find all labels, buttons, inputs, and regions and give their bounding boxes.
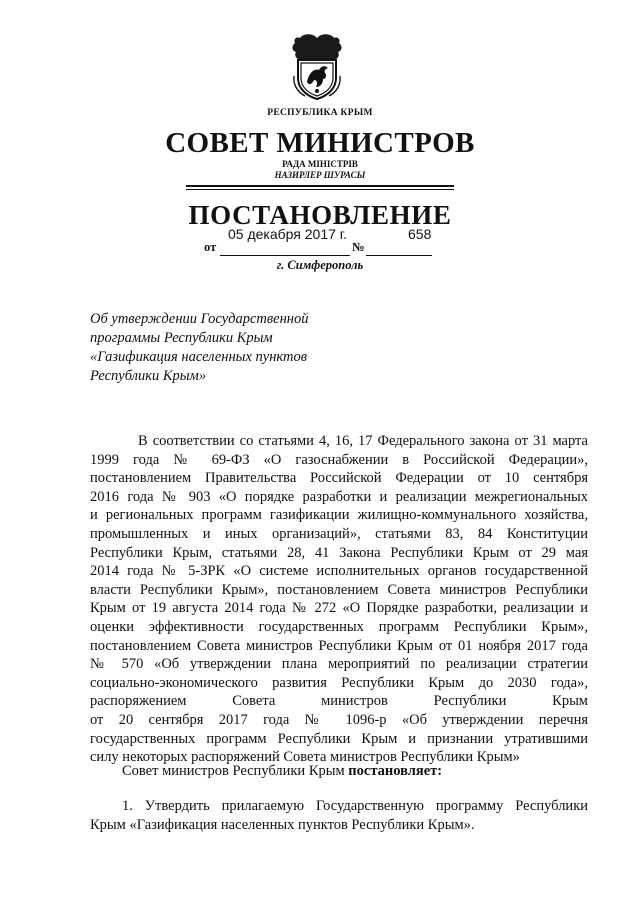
text-line: постановлением Совета министров Республики Крым от 01 ноября 2017 года	[90, 637, 588, 654]
text-line: 1. Утвердить прилагаемую Государственную программу Республики	[122, 798, 588, 814]
text-line: от 20 сентября 2017 года № 1096-р «Об утверждении перечня	[90, 711, 588, 728]
text-line: № 570 «Об утверждении плана мероприятий по реализации стратегии	[90, 656, 588, 673]
text-line: В соответствии со статьями 4, 16, 17 Федерального закона от 31 марта	[138, 433, 588, 449]
text-line: распоряжением Совета министров Республики Крым	[90, 693, 588, 710]
issue-city: г. Симферополь	[276, 258, 364, 272]
preamble-paragraph	[90, 432, 588, 767]
text-line: 1999 года № 69-ФЗ «О газоснабжении в Российской Федерации»,	[90, 451, 588, 468]
text-line: 2014 года № 5-ЗРК «О системе исполнительных органов государственной	[90, 563, 588, 580]
subject-line: «Газификация населенных пунктов	[90, 349, 308, 365]
crimea-coat-of-arms-icon	[288, 32, 346, 100]
text-line: и региональных программ газификации жилищно-коммунального хозяйства,	[90, 507, 588, 524]
text-line: государственных программ Республики Крым и признании утратившими	[90, 730, 588, 747]
resolve-paragraph	[90, 762, 588, 781]
document-date: 05 декабря 2017 г.	[228, 226, 348, 242]
republic-name: РЕСПУБЛИКА КРЫМ	[267, 108, 373, 118]
document-type: ПОСТАНОВЛЕНИЕ	[188, 200, 452, 230]
text-line: промышленных и иных организаций», статьями 83, 84 Конституции	[90, 525, 588, 542]
text-line: социально-экономического развития Республики Крым до 2030 года»,	[90, 674, 588, 691]
resolve-word: постановляет:	[348, 763, 443, 779]
document-number: 658	[408, 226, 432, 242]
date-number-line	[0, 226, 640, 256]
text-line: силу некоторых распоряжений Совета министров Республики Крым»	[90, 749, 520, 766]
text-line: оценки эффективности государственных программ Республики Крым»,	[90, 618, 588, 635]
text-line: Республики Крым, статьями 28, 41 Закона Республики Крым от 29 мая	[90, 544, 588, 561]
council-name: СОВЕТ МИНИСТРОВ	[165, 127, 475, 159]
council-name-crimean-tatar: НАЗИРЛЕР ШУРАСЫ	[274, 170, 366, 180]
text-line: Крым от 19 августа 2014 года № 272 «О Порядке разработки, реализации и	[90, 600, 588, 617]
date-underline	[220, 255, 350, 256]
subject-line: Республики Крым»	[90, 368, 207, 384]
document-subject	[90, 310, 350, 386]
text-line: власти Республики Крым», постановлением Совета министров Республики	[90, 581, 588, 598]
number-label: №	[352, 240, 365, 254]
number-underline	[366, 255, 432, 256]
header-divider-thin	[186, 189, 454, 190]
subject-line: программы Республики Крым	[90, 330, 273, 346]
item-1-paragraph	[90, 797, 588, 834]
resolve-lead: Совет министров Республики Крым	[122, 763, 345, 779]
header-divider	[186, 185, 454, 187]
text-line: Крым «Газификация населенных пунктов Республики Крым».	[90, 816, 475, 833]
subject-line: Об утверждении Государственной	[90, 311, 309, 327]
text-line: постановлением Правительства Российской Федерации от 10 сентября	[90, 470, 588, 487]
date-label: от	[204, 240, 217, 254]
text-line	[90, 762, 588, 781]
council-name-ukrainian: РАДА МІНІСТРІВ	[282, 159, 358, 169]
text-line: 2016 года № 903 «О порядке разработки и реализации межрегиональных	[90, 488, 588, 505]
